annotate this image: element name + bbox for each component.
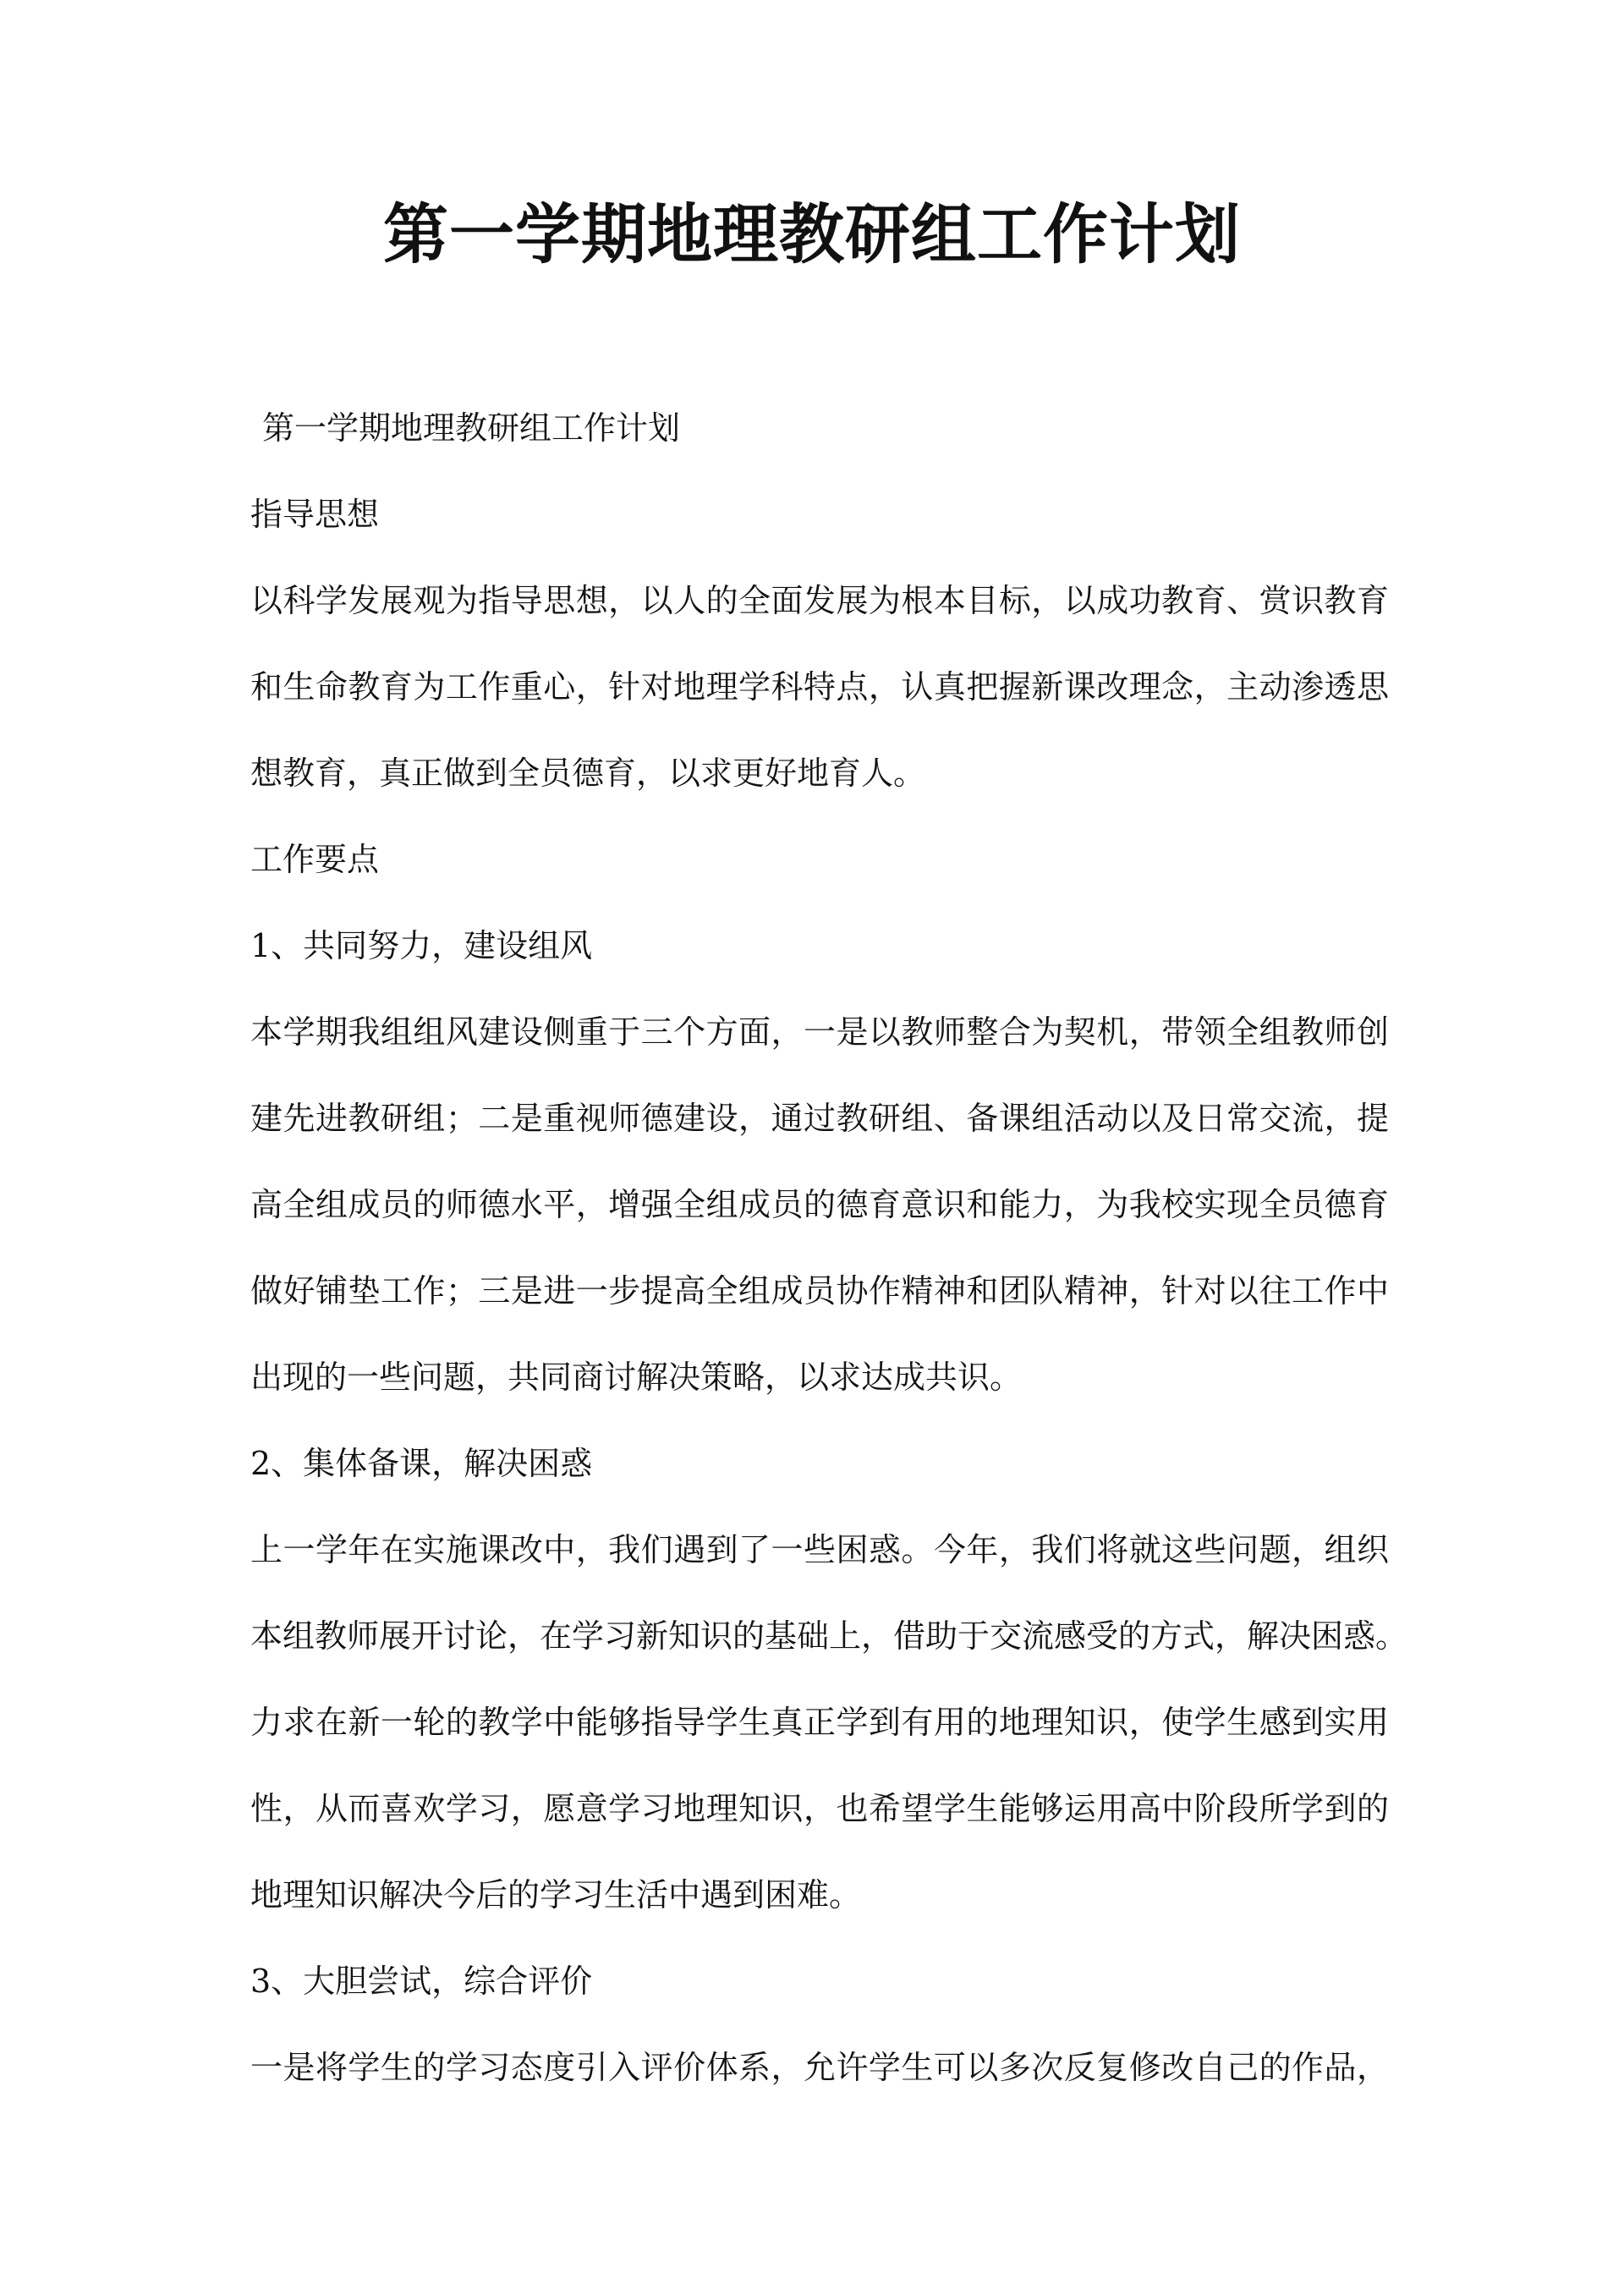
paragraph-line: 本学期我组组风建设侧重于三个方面，一是以教师整合为契机，带领全组教师创: [250, 1013, 1389, 1051]
paragraph-line: 力求在新一轮的教学中能够指导学生真正学到有用的地理知识，使学生感到实用: [250, 1704, 1389, 1741]
section-heading-points: 工作要点: [250, 841, 380, 878]
paragraph-line: 想教育，真正做到全员德育，以求更好地育人。: [250, 755, 926, 792]
section-heading-guiding: 指导思想: [250, 496, 380, 533]
paragraph-line: 和生命教育为工作重心，针对地理学科特点，认真把握新课改理念，主动渗透思: [250, 668, 1389, 706]
paragraph-line: 上一学年在实施课改中，我们遇到了一些困惑。今年，我们将就这些问题，组织: [250, 1531, 1389, 1568]
page-title: 第一学期地理教研组工作计划: [383, 197, 1241, 273]
paragraph-line: 做好铺垫工作；三是进一步提高全组成员协作精神和团队精神，针对以往工作中: [250, 1272, 1389, 1309]
subsection-heading-2: 2、集体备课，解决困惑: [250, 1445, 593, 1482]
paragraph-line: 高全组成员的师德水平，增强全组成员的德育意识和能力，为我校实现全员德育: [250, 1186, 1389, 1223]
subsection-heading-3: 3、大胆尝试，综合评价: [250, 1963, 593, 2000]
paragraph-line: 出现的一些问题，共同商讨解决策略，以求达成共识。: [250, 1359, 1023, 1396]
document-body: [250, 385, 1408, 2111]
paragraph-line: 建先进教研组；二是重视师德建设，通过教研组、备课组活动以及日常交流，提: [250, 1100, 1389, 1137]
subsection-heading-1: 1、共同努力，建设组风: [250, 927, 593, 964]
paragraph-line: 本组教师展开讨论，在学习新知识的基础上，借助于交流感受的方式，解决困惑。: [250, 1617, 1408, 1655]
paragraph-line: 地理知识解决今后的学习生活中遇到困难。: [250, 1876, 862, 1913]
document-subtitle: 第一学期地理教研组工作计划: [262, 409, 681, 447]
paragraph-line: 以科学发展观为指导思想，以人的全面发展为根本目标，以成功教育、赏识教育: [250, 582, 1389, 619]
paragraph-line: 性，从而喜欢学习，愿意学习地理知识，也希望学生能够运用高中阶段所学到的: [250, 1790, 1389, 1827]
paragraph-line: 一是将学生的学习态度引入评价体系，允许学生可以多次反复修改自己的作品，: [250, 2049, 1389, 2086]
